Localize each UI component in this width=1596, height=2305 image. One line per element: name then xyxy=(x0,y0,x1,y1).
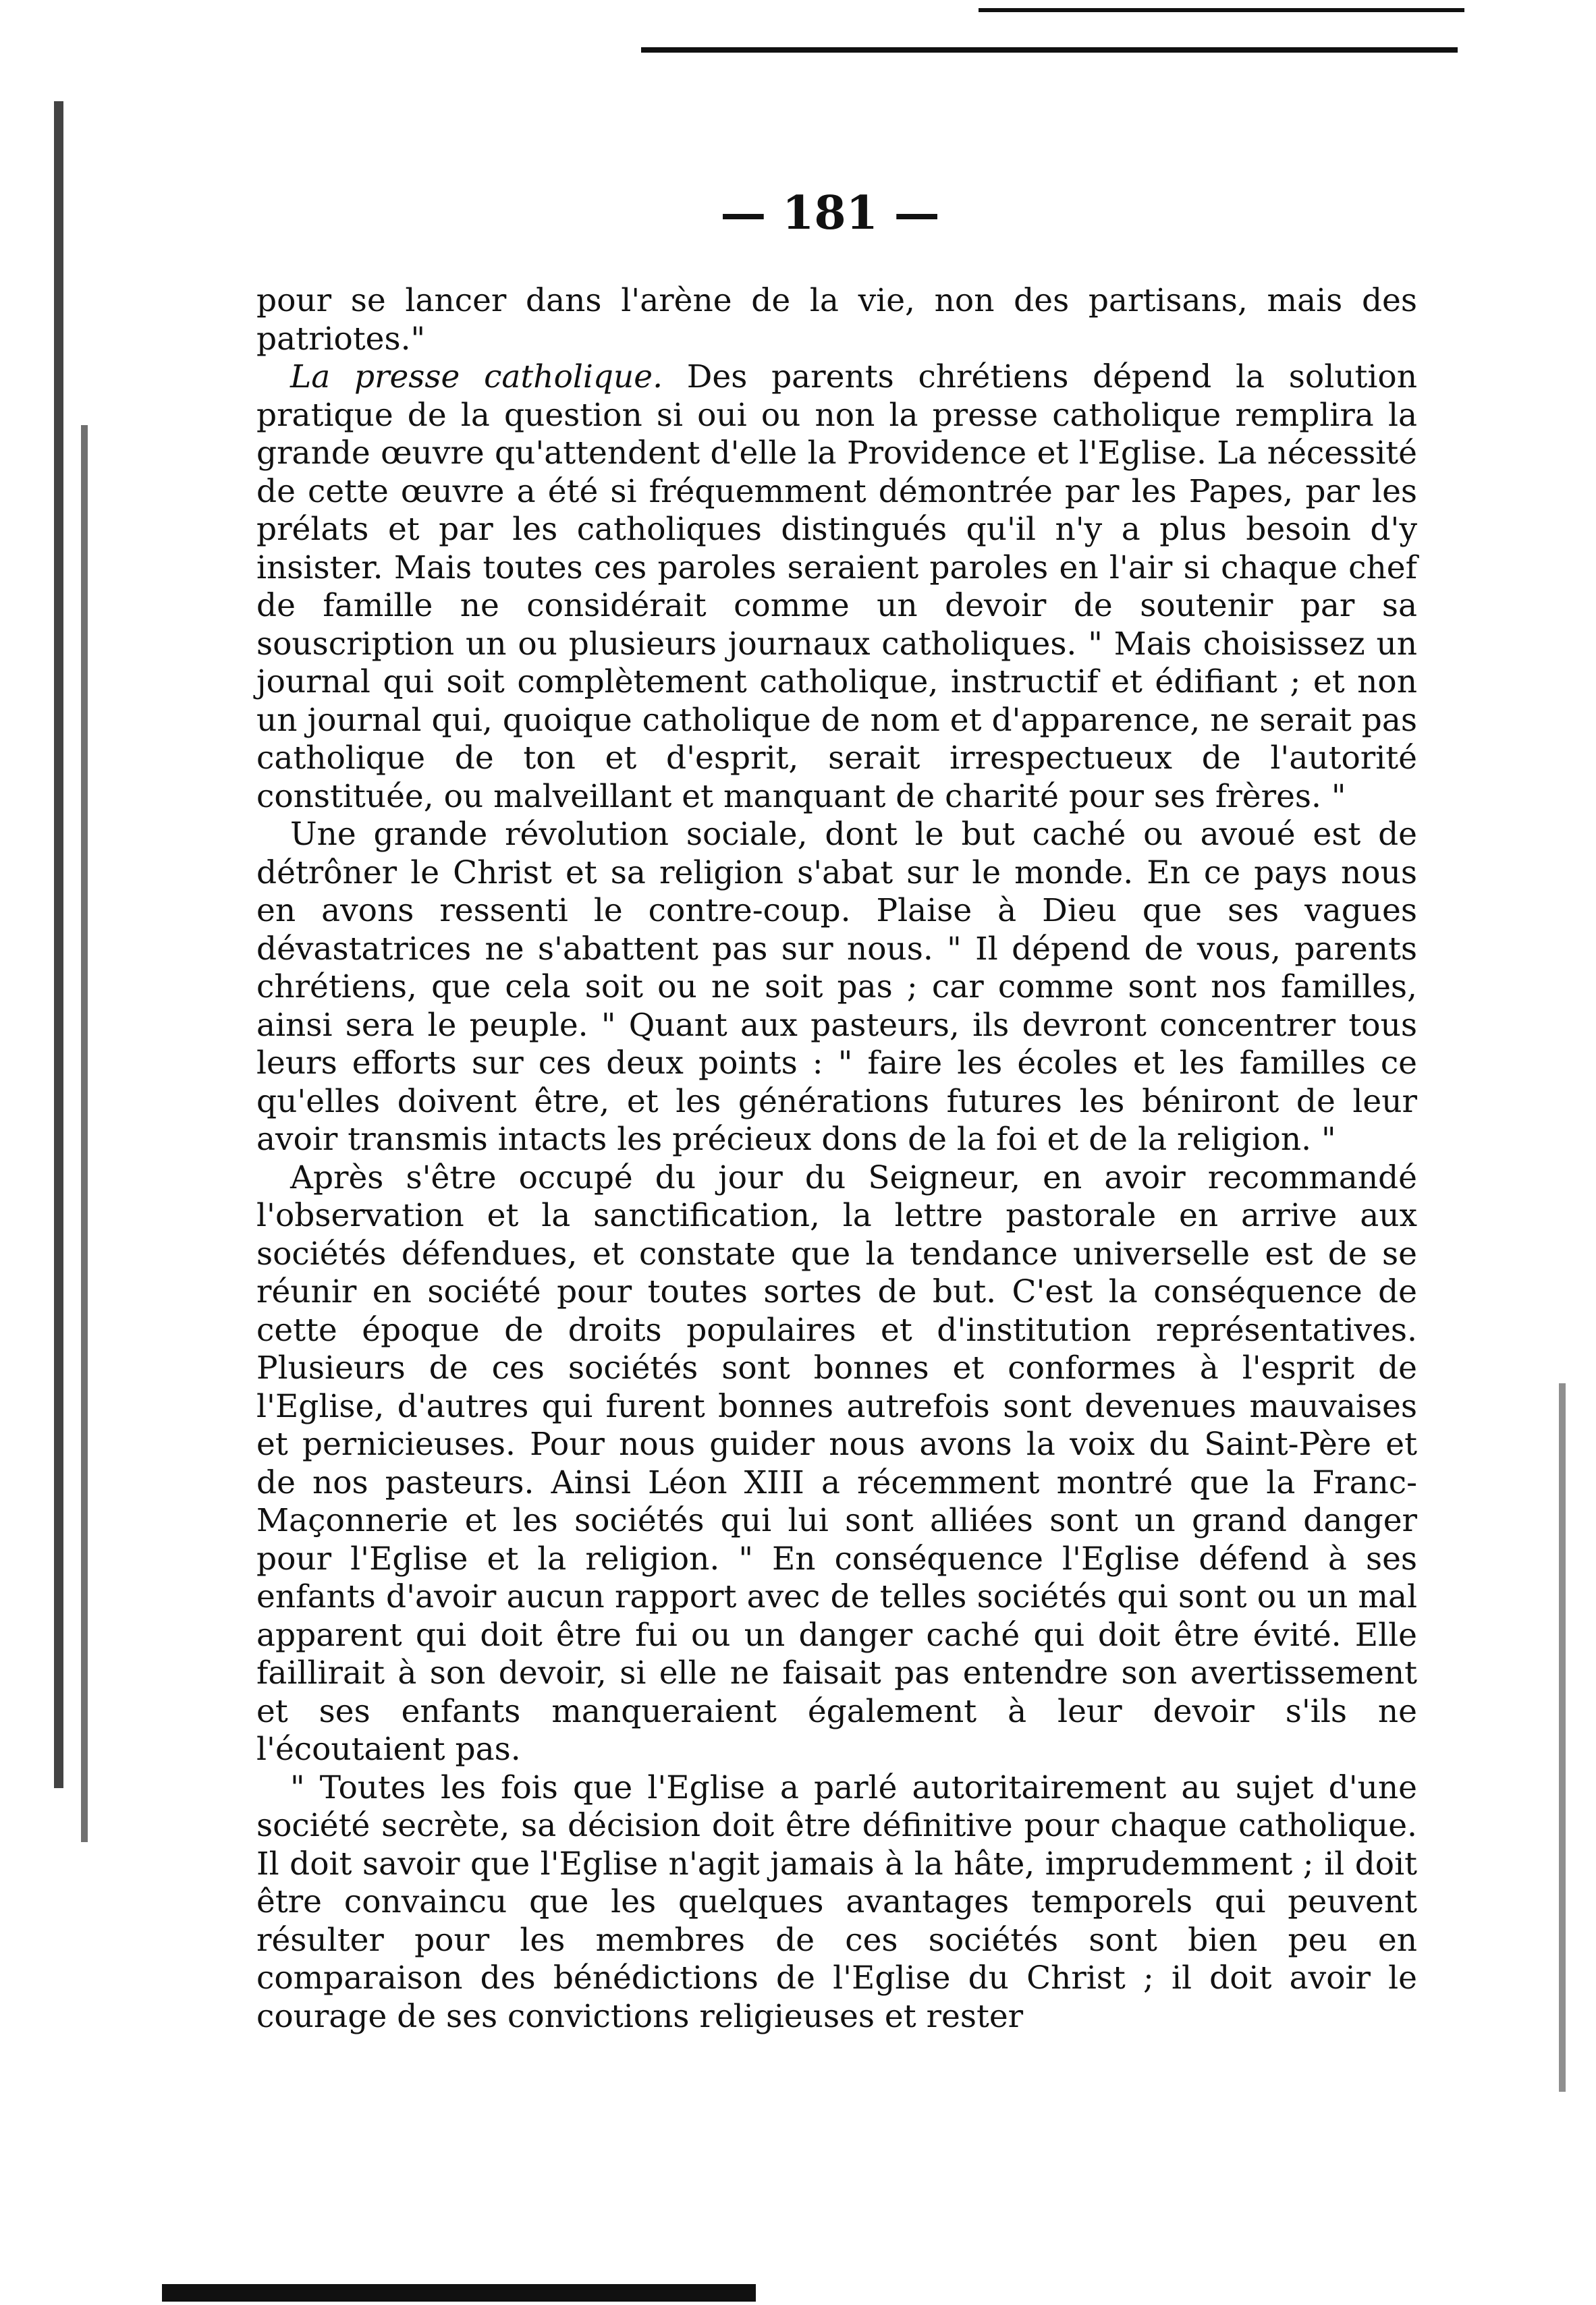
paragraph-text: Après s'être occupé du jour du Seigneur, en avoir recommandé l'observation et la sanctification, la lettre pastorale en arrive aux sociétés défendues, et constate que la tendance universelle est de se réunir en société pour toutes sortes de but. C'est la conséquence de cette époque de droits populaires et d'institution représentatives. Plusieurs de ces sociétés sont bonnes et conformes à l'esprit de l'Eglise, d'autres qui furent bonnes autrefois sont devenues mauvaises et pernicieuses. Pour nous guider nous avons la voix du Saint-Père et de nos pasteurs. Ainsi Léon XIII a récemment montré que la Franc-Maçonnerie et les sociétés qui lui sont alliées sont un grand danger pour l'Eglise et la religion. " En conséquence l'Eglise défend à ses enfants d'avoir aucun rapport avec de telles sociétés qui sont ou un mal apparent qui doit être fui ou un danger caché qui doit être évité. Elle faillirait à son devoir, si elle ne faisait pas entendre son avertissement et ses enfants manqueraient également à leur devoir s'ils ne l'écoutaient pas. xyxy=(256,1159,1417,1768)
left-page-edge-inner xyxy=(81,425,88,1842)
paragraph-continuation xyxy=(256,282,1417,358)
page-number: — 181 — xyxy=(720,186,940,240)
paragraph-societes-defendues xyxy=(256,1159,1417,1769)
top-scan-rule-thin xyxy=(979,8,1464,12)
paragraph-text: " Toutes les fois que l'Eglise a parlé autoritairement au sujet d'une société secrète, sa décision doit être définitive pour chaque catholique. Il doit savoir que l'Eglise n'agit jamais à la hâte, imprudemment ; il doit être convaincu que les quelques avantages temporels qui peuvent résulter pour les membres de ces sociétés sont bien peu en comparaison des bénédictions de l'Eglise du Christ ; il doit avoir le courage de ses convictions religieuses et rester xyxy=(256,1769,1417,2035)
paragraph-societe-secrete xyxy=(256,1769,1417,2036)
paragraph-presse-catholique xyxy=(256,358,1417,816)
paragraph-text: Des parents chrétiens dépend la solution pratique de la question si oui ou non la presse catholique remplira la grande œuvre qu'attendent d'elle la Providence et l'Eglise. La nécessité de cette œuvre a été si fréquemment démontrée par les Papes, par les prélats et par les catholiques distingués qu'il n'y a plus besoin d'y insister. Mais toutes ces paroles seraient paroles en l'air si chaque chef de famille ne considérait comme un devoir de soutenir par sa souscription un ou plusieurs journaux catholiques. " Mais choisissez un journal qui soit complètement catholique, instructif et édifiant ; et non un journal qui, quoique catholique de nom et d'apparence, ne serait pas catholique de ton et d'esprit, serait irrespectueux de l'autorité constituée, ou malveillant et manquant de charité pour ses frères. " xyxy=(256,358,1417,815)
bottom-scan-rule xyxy=(162,2284,756,2302)
paragraph-text: pour se lancer dans l'arène de la vie, non des partisans, mais des patriotes." xyxy=(256,282,1417,358)
page-body xyxy=(256,282,1417,2036)
right-page-edge xyxy=(1559,1383,1566,2092)
paragraph-lead: La presse catholique. xyxy=(290,358,663,395)
left-page-edge xyxy=(54,101,63,1788)
paragraph-revolution-sociale xyxy=(256,816,1417,1159)
paragraph-text: Une grande révolution sociale, dont le but caché ou avoué est de détrôner le Christ et sa religion s'abat sur le monde. En ce pays nous en avons ressenti le contre-coup. Plaise à Dieu que ses vagues dévastatrices ne s'abattent pas sur nous. " Il dépend de vous, parents chrétiens, que cela soit ou ne soit pas ; car comme sont nos familles, ainsi sera le peuple. " Quant aux pasteurs, ils devront concentrer tous leurs efforts sur ces deux points : " faire les écoles et les familles ce qu'elles doivent être, et les générations futures les béniront de leur avoir transmis intacts les précieux dons de la foi et de la religion. " xyxy=(256,816,1417,1158)
top-scan-rule xyxy=(641,47,1458,53)
